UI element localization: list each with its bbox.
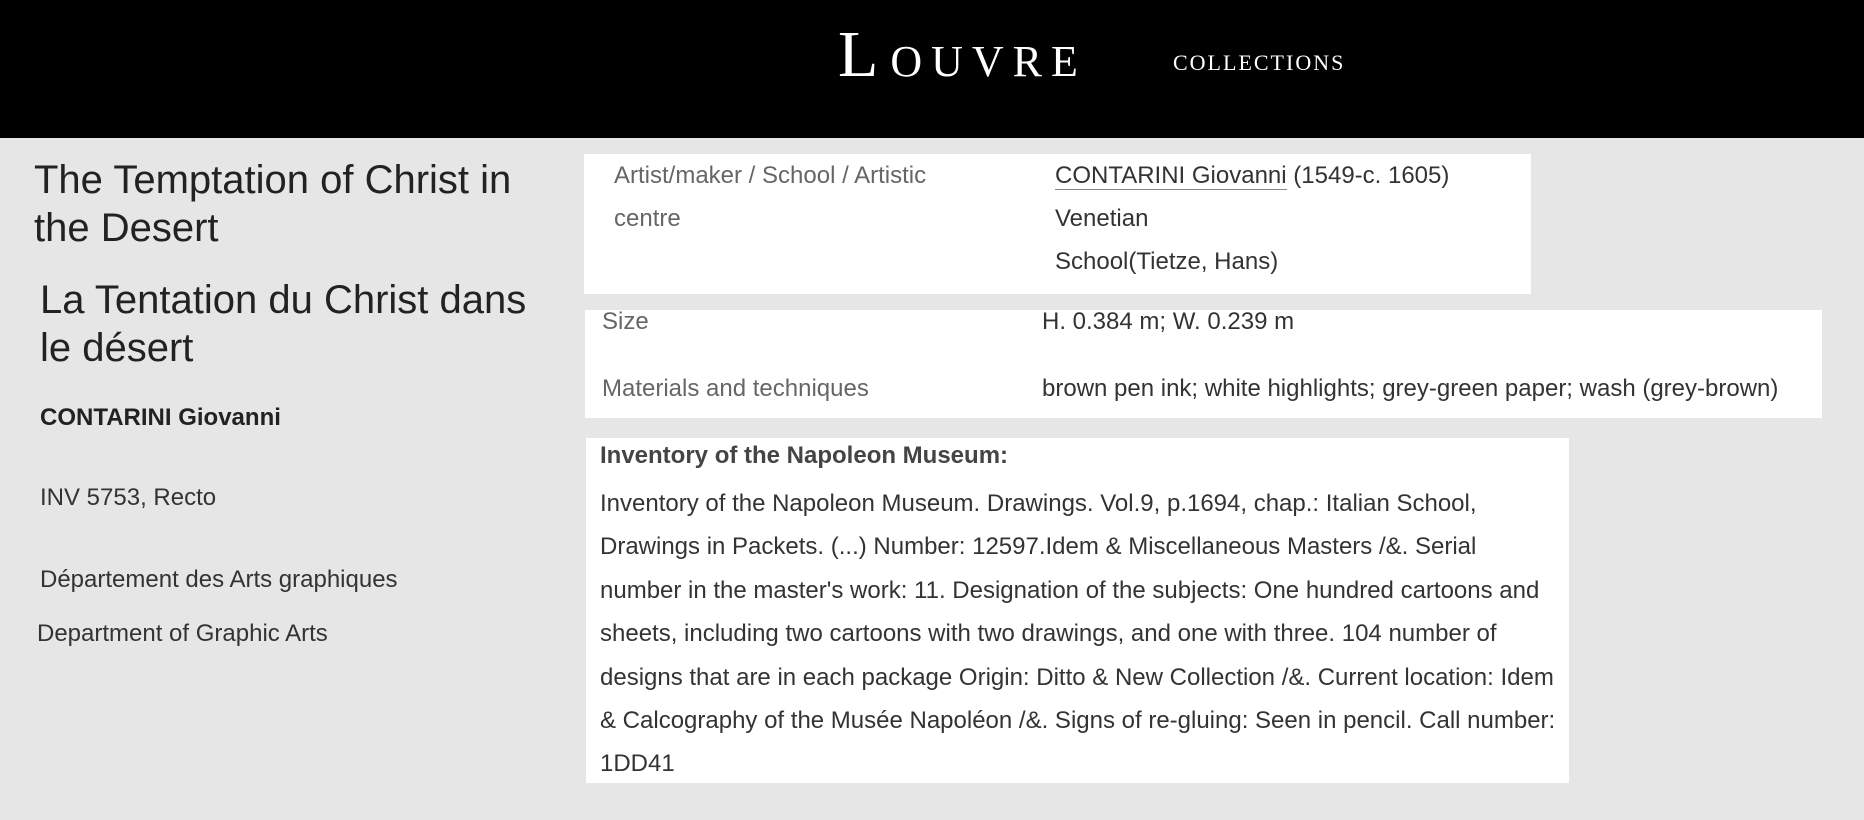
school-line-2: School(Tietze, Hans) — [1055, 248, 1279, 275]
inventory-number: INV 5753, Recto — [40, 484, 217, 511]
artist-link[interactable]: CONTARINI Giovanni — [1055, 162, 1287, 189]
louvre-logo[interactable]: LOUVRE — [838, 18, 1087, 91]
artist-value — [1055, 154, 1515, 283]
size-materials-panel — [585, 310, 1822, 418]
materials-label: Materials and techniques — [602, 375, 869, 402]
artist-panel — [584, 154, 1531, 294]
size-label: Size — [602, 308, 649, 335]
site-header — [0, 0, 1864, 138]
artist-label: Artist/maker / School / Artistic centre — [614, 162, 927, 232]
materials-value: brown pen ink; white highlights; grey-green paper; wash (grey-brown) — [1042, 375, 1779, 402]
title-french: La Tentation du Christ dans le désert — [40, 278, 527, 370]
inventory-text: Inventory of the Napoleon Museum. Drawings. Vol.9, p.1694, chap.: Italian School, Drawings in Packets. (...) Number: 12597.Idem & Miscellaneous Masters /&. Serial number in the master's work: 11. Designation of the subjects: One hundred cartoons and sheets, including two cartoons with two drawings, and one with three. 104 number of designs that are in each package Origin: Ditto & New Collection /&. Current location: Idem & Calcography of the Musée Napoléon /&. Signs of re-gluing: Seen in pencil. Call number: 1DD41 — [600, 490, 1556, 778]
title-english: The Temptation of Christ in the Desert — [34, 158, 512, 250]
inventory-title: Inventory of the Napoleon Museum: — [600, 442, 1009, 469]
department-french: Département des Arts graphiques — [40, 566, 398, 593]
size-value: H. 0.384 m; W. 0.239 m — [1042, 308, 1295, 335]
department-english: Department of Graphic Arts — [37, 620, 328, 647]
inventory-panel — [586, 438, 1569, 783]
artist-name: CONTARINI Giovanni — [40, 404, 281, 431]
artist-dates: (1549-c. 1605) — [1286, 162, 1450, 189]
school-line-1: Venetian — [1055, 205, 1149, 232]
collections-link[interactable]: COLLECTIONS — [1173, 50, 1346, 75]
